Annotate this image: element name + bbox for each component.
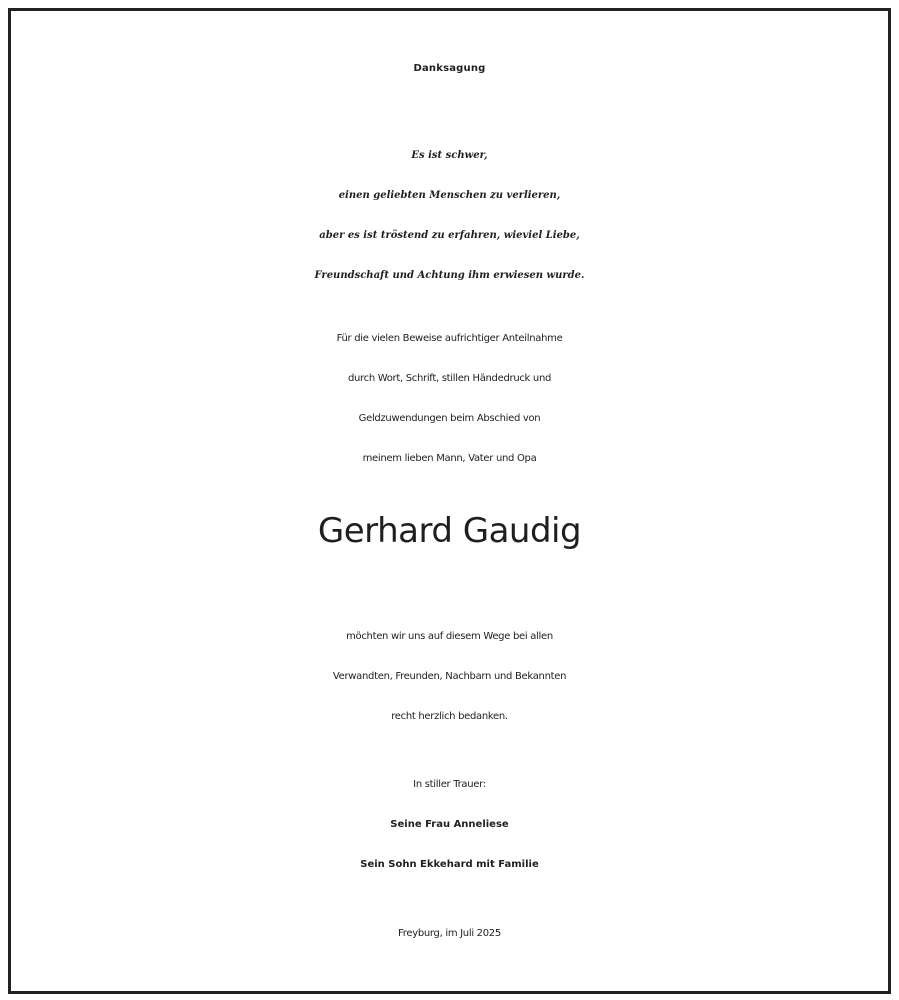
- notice-frame: [8, 8, 891, 994]
- intro-line-2: durch Wort, Schrift, stillen Händedruck und: [347, 373, 552, 384]
- notice-heading: Danksagung: [413, 63, 486, 74]
- intro-line-1: Für die vielen Beweise aufrichtiger Anteilnahme: [336, 333, 563, 344]
- quote-line-1: Es ist schwer,: [411, 150, 488, 161]
- quote-line-4: Freundschaft und Achtung ihm erwiesen wurde.: [314, 270, 585, 281]
- intro-line-3: Geldzuwendungen beim Abschied von: [358, 413, 541, 424]
- intro-line-4: meinem lieben Mann, Vater und Opa: [362, 453, 537, 464]
- thanks-line-2: Verwandten, Freunden, Nachbarn und Bekannten: [332, 671, 567, 682]
- quote-line-3: aber es ist tröstend zu erfahren, wieviel Liebe,: [319, 230, 580, 241]
- mourner-1: Seine Frau Anneliese: [390, 819, 509, 830]
- thanks-line-1: möchten wir uns auf diesem Wege bei allen: [346, 631, 553, 642]
- mourner-2: Sein Sohn Ekkehard mit Familie: [360, 859, 539, 870]
- quote-line-2: einen geliebten Menschen zu verlieren,: [338, 190, 561, 201]
- mourning-label: In stiller Trauer:: [413, 779, 486, 790]
- thanks-line-3: recht herzlich bedanken.: [391, 711, 508, 722]
- place-date: Freyburg, im Juli 2025: [398, 928, 501, 939]
- deceased-name: Gerhard Gaudig: [317, 511, 582, 551]
